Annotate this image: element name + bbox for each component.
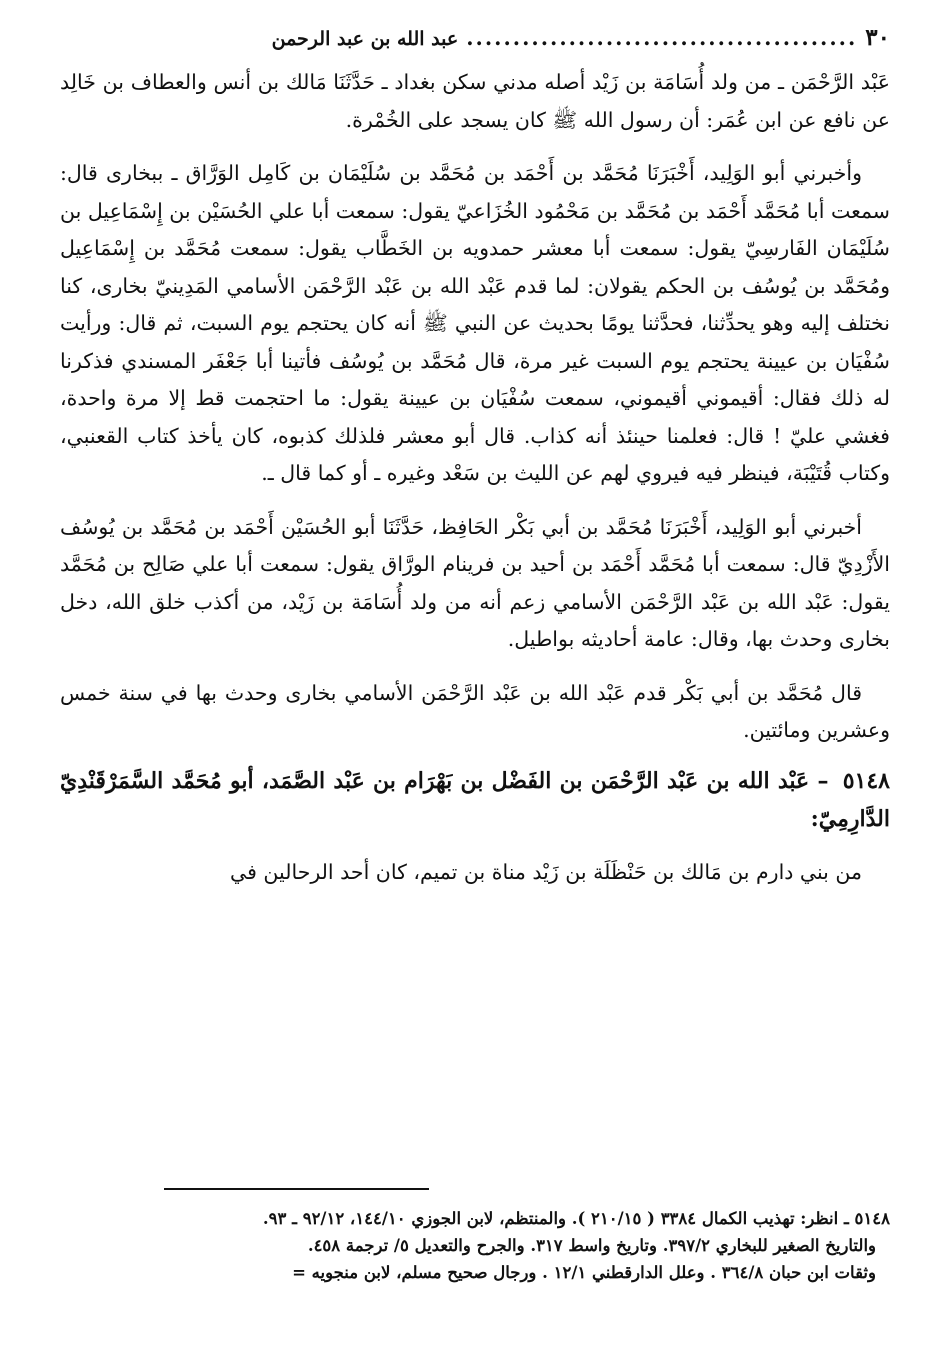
paragraph-3: أخبرني أبو الوَلِيد، أَخْبَرَنَا مُحَمَّد بن أبي بَكْر الحَافِظ، حَدَّثَنَا أبو الحُسَيْن أَحْمَد بن مُحَمَّد بن يُوسُف الأَزْدِيّ قال: سمعت أبا مُحَمَّد أَحْمَد بن أحيد بن فرينام الورَّاق يقول: سمعت أبا علي صَالِح بن مُحَمَّد يقول: عَبْد الله بن عَبْد الرَّحْمَن الأسامي زعم أنه من ولد أُسَامَة بن زَيْد، من أكذب خلق الله، دخل بخارى وحدث بها، وقال: عامة أحاديثه بواطيل. [60, 514, 890, 651]
entry-dash: – [817, 767, 829, 794]
footnotes [60, 1205, 890, 1286]
paragraph-1: عَبْد الرَّحْمَن ـ من ولد أُسَامَة بن زَيْد أصله مدني سكن بغداد ـ حَدَّثَنَا مَالك بن أنس والعطاف بن خَالِد عن نافع عن ابن عُمَر: أن رسول الله ﷺ كان يسجد على الخُمْرة. [60, 70, 890, 132]
entry-paragraph: من بني دارم بن مَالك بن حَنْظَلَة بن زَيْد مناة بن تميم، كان أحد الرحالين في [230, 859, 862, 884]
footnote-line-2: والتاريخ الصغير للبخاري ٣٩٧/٢. وتاريخ واسط ٣١٧. والجرح والتعديل ٥/ ترجمة ٤٥٨. [307, 1236, 876, 1255]
header-dots: .......................................... [466, 25, 858, 50]
footnote-separator [164, 1188, 429, 1190]
paragraph-2: وأخبرني أبو الوَلِيد، أَخْبَرَنَا مُحَمَّد بن أَحْمَد بن مُحَمَّد بن سُلَيْمَان بن كَامِل الوَرَّاق ـ ببخارى قال: سمعت أبا مُحَمَّد أَحْمَد بن مُحَمَّد بن مَحْمُود الخُزَاعيّ يقول: سمعت أبا علي الحُسَيْن بن إِسْمَاعِيل بن سُلَيْمَان الفَارسِيّ يقول: سمعت أبا معشر حمدويه بن الخَطَّاب يقول: سمعت مُحَمَّد بن إِسْمَاعِيل ومُحَمَّد بن يُوسُف بن الحكم يقولان: لما قدم عَبْد الله بن عَبْد الرَّحْمَن الأسامي المَدِينيّ بخارى، كنا نختلف إليه وهو يحدِّثنا، فحدَّثنا يومًا بحديث عن النبي ﷺ أنه كان يحتجم يوم السبت، ثم قال: ورأيت سُفْيَان بن عيينة يحتجم يوم السبت غير مرة، قال مُحَمَّد بن يُوسُف فأتينا أبا جَعْفَر المسندي فذكرنا له ذلك فقال: أقيموني أقيموني، سمعت سُفْيَان بن عيينة يقول: ما احتجمت قط إلا مرة واحدة، فغشي عليّ ! قال: فعلمنا حينئذ أنه كذاب. قال أبو معشر فلذلك كذبوه، كان يأخذ كتاب القعنبي، وكتاب قُتَيْبَة، فينظر فيه فيروي لهم عن الليث بن سَعْد وغيره ـ أو كما قال ـ. [60, 161, 890, 485]
entry-title: عَبْد الله بن عَبْد الرَّحْمَن بن الفَضْل بن بَهْرَام بن عَبْد الصَّمَد، أبو مُحَمَّد السَّمَرْقَنْدِيّ الدَّارِمِيّ: [60, 767, 890, 832]
footnote-line-3: وثقات ابن حبان ٣٦٤/٨ . وعلل الدارقطني ١٢/١ . ورجال صحيح مسلم، لابن منجويه = [292, 1263, 876, 1282]
running-title: عبد الله بن عبد الرحمن [271, 28, 459, 50]
page-number: ٣٠ [865, 24, 890, 51]
page-body [60, 24, 890, 891]
entry-number: ٥١٤٨ [842, 767, 890, 794]
footnote-line-1: ٥١٤٨ ـ انظر: تهذيب الكمال ٣٣٨٤ ( ٢١٠/١٥ ). والمنتظم، لابن الجوزي ١٤٤/١٠، ٩٢/١٢ ـ ٩٣. [262, 1209, 890, 1228]
paragraph-4: قال مُحَمَّد بن أبي بَكْر قدم عَبْد الله بن عَبْد الرَّحْمَن الأسامي بخارى وحدث بها في سنة خمس وعشرين ومائتين. [60, 680, 890, 742]
running-header [60, 24, 890, 58]
entry-heading [60, 762, 890, 838]
